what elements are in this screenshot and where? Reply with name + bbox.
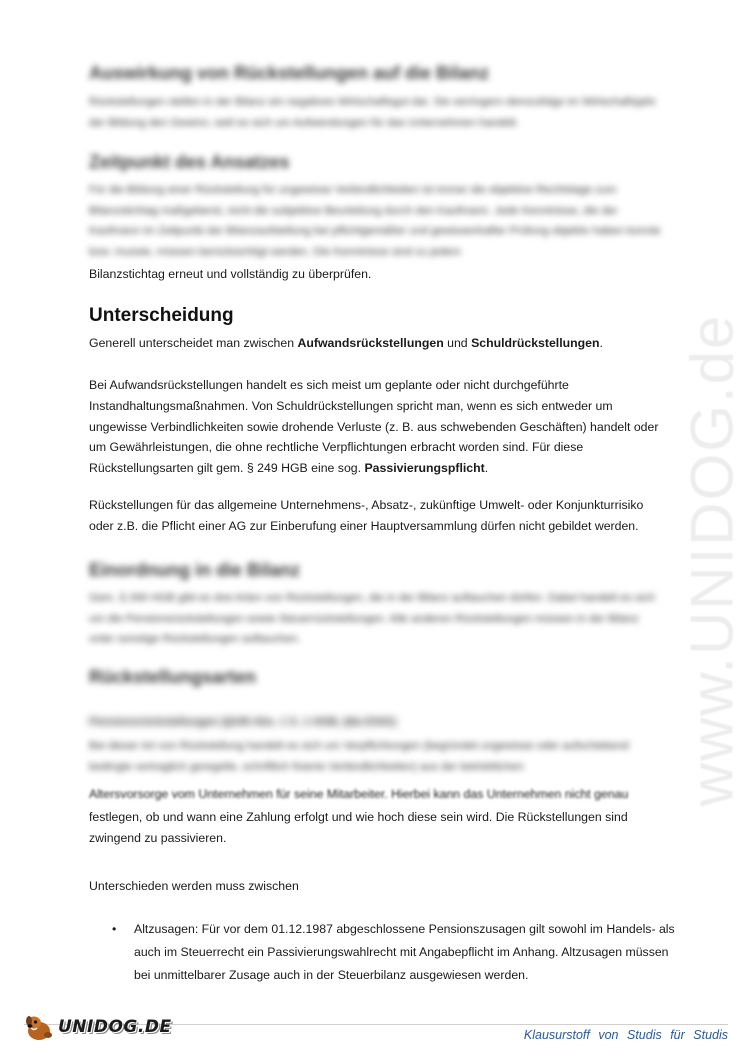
text-segment: Bei Aufwandsrückstellungen handelt es sich meist um geplante oder nicht durchgeführte Instandhaltungsmaßnahmen. Von Schuldrückstellungen spricht man, wenn es sich entweder um ungewisse Verbindlichkeiten sowie drohende Verluste (z. B. aus schwebenden Geschäften) handelt oder um Gewährleistungen, die ohne rechtliche Verpflichtungen erbracht worden sind. Für diese Rückstellungsarten gilt gem. § 249 HGB eine sog. bbox=[89, 378, 659, 476]
term-aufwandsrueckstellungen: Aufwandsrückstellungen bbox=[297, 336, 444, 350]
list-item-altzusagen bbox=[112, 918, 686, 987]
paragraph-unterschieden: Unterschieden werden muss zwischen bbox=[89, 879, 299, 893]
heading-unterscheidung: Unterscheidung bbox=[89, 305, 234, 326]
watermark: www.UNIDOG.de bbox=[678, 313, 746, 807]
paragraph-zeitpunkt-visible: Bilanzstichtag erneut und vollständig zu überprüfen. bbox=[89, 267, 372, 281]
list-item-text: Altzusagen: Für vor dem 01.12.1987 abgeschlossene Pensionszusagen gilt sowohl im Handels- als auch im Steuerrecht ein Passivierungswahlrecht mit Angabepflicht im Anhang. Altzusagen müssen bei unmittelbarer Zusage auch in der Steuerbilanz ausgewiesen werden. bbox=[134, 922, 675, 982]
bullet-icon: • bbox=[112, 922, 117, 936]
paragraph-pension-visible: festlegen, ob und wann eine Zahlung erfolgt und wie hoch diese sein wird. Die Rückstellungen sind zwingend zu passivieren. bbox=[89, 810, 628, 845]
term-passivierungspflicht: Passivierungspflicht bbox=[364, 461, 485, 476]
footer-slogan: Klausurstoff von Studis für Studis bbox=[523, 1028, 728, 1042]
term-schuldrueckstellungen: Schuldrückstellungen bbox=[471, 336, 600, 350]
dog-icon bbox=[22, 1010, 56, 1044]
text-segment: Generell unterscheidet man zwischen bbox=[89, 336, 298, 350]
heading-zeitpunkt: Zeitpunkt des Ansatzes bbox=[89, 152, 290, 172]
paragraph-unterscheidung-intro bbox=[89, 333, 661, 354]
paragraph-pension-blurred: Bei dieser Art von Rückstellung handelt es sich um Verpflichtungen (begründet ungewisse oder aufschiebend bedingte vertraglich geregelte, schriftlich fixierte Verbindlichkeiten) aus der betrieblichen bbox=[89, 740, 629, 773]
paragraph-zeitpunkt-blurred: Für die Bildung einer Rückstellung für ungewisse Verbindlichkeiten ist immer die objektive Rechtslage zum Bilanzstichtag maßgebend, nicht die subjektive Beurteilung durch den Kaufmann. Jede Kenntnisse, die der Kaufmann im Zeitpunkt der Bilanzaufstellung bei pflichtgemäßer und gewissenhafter Prüfung objektiv haben konnte bzw. musste, müssen berücksichtigt werden. Die Kenntnisse sind zu jedem bbox=[89, 184, 661, 258]
text-segment: . bbox=[599, 336, 603, 350]
heading-einordnung: Einordnung in die Bilanz bbox=[89, 560, 300, 580]
text-segment: und bbox=[443, 336, 472, 350]
logo-text: UNIDOG.DE bbox=[58, 1017, 172, 1037]
paragraph-einordnung: Gem. § 266 HGB gibt es drei Arten von Rückstellungen, die in der Bilanz auftauchen dürfen. Dabei handelt es sich um die Pensionsrückstellungen sowie Steuerrückstellungen. Alle anderen Rückstellungen müssen in der Bilanz unter sonstige Rückstellungen auftauchen. bbox=[89, 592, 655, 646]
unidog-logo bbox=[22, 1010, 172, 1044]
heading-bilanz-auswirkung: Auswirkung von Rückstellungen auf die Bilanz bbox=[89, 63, 490, 83]
heading-rueckstellungsarten: Rückstellungsarten bbox=[89, 667, 257, 687]
text-segment: . bbox=[484, 461, 489, 476]
paragraph-unterscheidung-detail bbox=[89, 375, 661, 479]
paragraph-unterscheidung-verbot: Rückstellungen für das allgemeine Unternehmens-, Absatz-, zukünftige Umwelt- oder Konjunkturrisiko oder z.B. die Pflicht einer AG zur Einberufung einer Hauptversammlung dürfen nicht gebildet werden. bbox=[89, 498, 644, 533]
paragraph-pension-partial: Altersvorsorge vom Unternehmen für seine Mitarbeiter. Hierbei kann das Unternehmen nicht genau bbox=[89, 787, 629, 801]
subheading-pensionsrueckstellungen: Pensionsrückstellungen (§249 Abs. 1 S. 1 HGB, §6a EStG) bbox=[89, 716, 397, 728]
paragraph-bilanz-auswirkung: Rückstellungen stellen in der Bilanz ein negatives Wirtschaftsgut dar. Sie verringern demzufolge im Wirtschaftsjahr der Bildung den Gewinn, weil es sich um Aufwendungen für das Unternehmen handelt. bbox=[89, 96, 657, 129]
